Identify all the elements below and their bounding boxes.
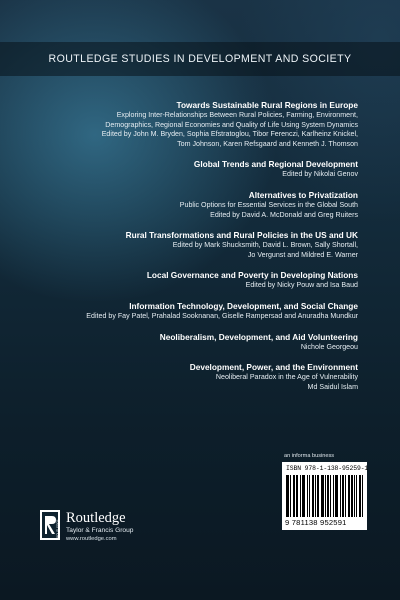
series-title: ROUTLEDGE STUDIES IN DEVELOPMENT AND SOCIETY <box>48 53 352 65</box>
book-title: Towards Sustainable Rural Regions in Europe <box>176 100 358 110</box>
book-title: Rural Transformations and Rural Policies in the US and UK <box>125 230 358 241</box>
book-title: Development, Power, and the Environment <box>189 362 358 373</box>
book-editors: Edited by Nikolai Genov <box>282 170 358 179</box>
isbn-text: ISBN 978-1-138-95259-1 <box>286 465 369 472</box>
book-editors: Edited by Fay Patel, Prahalad Sooknanan, Giselle Rampersad and Anuradha Mundkur <box>86 311 358 320</box>
publisher-logo <box>40 510 133 543</box>
publisher-name: Routledge <box>66 510 126 526</box>
book-entry <box>38 362 358 392</box>
book-entry <box>38 100 358 149</box>
book-editors: Edited by Nicky Pouw and Isa Baud <box>245 281 358 290</box>
book-subtitle: Public Options for Essential Services in the Global South <box>179 200 358 209</box>
book-editors: Jo Vergunst and Mildred E. Warner <box>247 250 358 259</box>
book-subtitle: Neoliberal Paradox in the Age of Vulnerability <box>215 373 358 382</box>
book-author: Md Saidul Islam <box>307 382 358 391</box>
book-entry <box>38 270 358 291</box>
book-editors: Edited by David A. McDonald and Greg Ruiters <box>210 210 358 219</box>
book-entry <box>38 301 358 322</box>
book-editors: Edited by Mark Shucksmith, David L. Brown, Sally Shortall, <box>172 241 358 250</box>
book-title: Global Trends and Regional Development <box>193 159 358 170</box>
book-subtitle: Demographics, Regional Economies and Quality of Life Using System Dynamics <box>105 120 358 129</box>
book-entry <box>38 159 358 180</box>
book-entry <box>38 190 358 220</box>
book-entry <box>38 332 358 353</box>
book-author: Nichole Georgeou <box>300 342 358 351</box>
series-banner <box>0 42 400 76</box>
book-list <box>38 100 358 402</box>
publisher-url: www.routledge.com <box>66 536 117 542</box>
book-editors: Edited by John M. Bryden, Sophia Efstratoglou, Tibor Ferenczi, Karlheinz Knickel, <box>101 130 358 139</box>
barcode-digits: 9 781138 952591 <box>285 518 347 527</box>
informa-tagline: an informa business <box>284 453 335 459</box>
book-title: Alternatives to Privatization <box>248 189 358 200</box>
book-editors: Tom Johnson, Karen Refsgaard and Kenneth J. Thomson <box>177 139 358 148</box>
routledge-logo-icon <box>40 510 60 540</box>
book-entry <box>38 230 358 260</box>
book-subtitle: Exploring Inter-Relationships Between Rural Policies, Farming, Environment, <box>116 111 358 119</box>
book-title: Neoliberalism, Development, and Aid Volunteering <box>159 331 358 342</box>
barcode-label <box>282 462 367 530</box>
barcode-icon <box>286 475 363 517</box>
book-title: Local Governance and Poverty in Developing Nations <box>146 270 358 281</box>
logo-wordmark: ROUTLEDGE <box>55 519 60 538</box>
publisher-group: Taylor & Francis Group <box>66 527 134 534</box>
book-title: Information Technology, Development, and Social Change <box>129 300 358 311</box>
